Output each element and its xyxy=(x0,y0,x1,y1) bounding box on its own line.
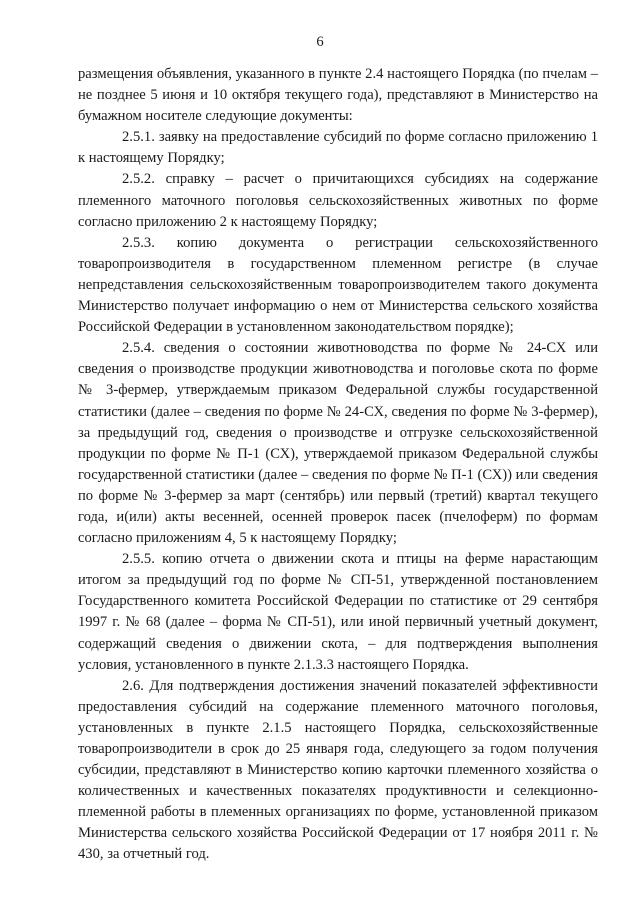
paragraph-2-5-2: 2.5.2. справку – расчет о причитающихся субсидиях на содержание племенного маточного поголовья сельскохозяйственных животных по форме согласно приложению 2 к настоящему Порядку; xyxy=(78,171,598,230)
paragraph-2-5-3: 2.5.3. копию документа о регистрации сельскохозяйственного товаропроизводителя в государственном племенном регистре (в случае непредставления сельскохозяйственным товаропроизводителем такого документа Министерство получает информацию о нем от Министерства сельского хозяйства Российской Федерации в установленном законодательством порядке); xyxy=(78,234,598,336)
page-number: 6 xyxy=(316,34,324,50)
paragraph-2-6: 2.6. Для подтверждения достижения значений показателей эффективности предоставления субсидий на содержание племенного маточного поголовья, установленных в пункте 2.1.5 настоящего Порядка, сельскохозяйственные товаропроизводители в срок до 25 января года, следующего за годом получения субсидии, представляют в Министерство копию карточки племенного хозяйства о количественных и качественных показателях продуктивности и селекционно-племенной работы в племенных организациях по форме, установленной приказом Министерства сельского хозяйства Российской Федерации от 17 ноября 2011 г. № 430, за отчетный год. xyxy=(78,677,598,863)
paragraph-2-5-1: 2.5.1. заявку на предоставление субсидий по форме согласно приложению 1 к настоящему Порядку; xyxy=(78,129,598,167)
paragraph-2-5-5: 2.5.5. копию отчета о движении скота и птицы на ферме нарастающим итогом за предыдущий год по форме № СП-51, утвержденной постановлением Государственного комитета Российской Федерации по статистике от 29 сентября 1997 г. № 68 (далее – форма № СП-51), или иной первичный учетный документ, содержащий сведения о движении скота, – для подтверждения выполнения условия, установленного в пункте 2.1.3.3 настоящего Порядка. xyxy=(78,551,598,673)
paragraph-2-5-4: 2.5.4. сведения о состоянии животноводства по форме № 24-СХ или сведения о производстве продукции животноводства и поголовье скота по форме № 3-фермер, утверждаемым приказом Федеральной службы государственной статистики (далее – сведения по форме № 24-СХ, сведения по форме № 3-фермер), за предыдущий год, сведения о производстве и отгрузке сельскохозяйственной продукции по форме № П-1 (СХ), утверждаемой приказом Федеральной службы государственной статистики (далее – сведения по форме № П-1 (СХ)) или сведения по форме № 3-фермер за март (сентябрь) или первый (третий) квартал текущего года, и(или) акты весенней, осенней проверок пасек (пчелоферм) по формам согласно приложениям 4, 5 к настоящему Порядку; xyxy=(78,340,598,547)
paragraph-continuation: размещения объявления, указанного в пункте 2.4 настоящего Порядка (по пчелам – не позднее 5 июня и 10 октября текущего года), представляют в Министерство на бумажном носителе следующие документы: xyxy=(78,66,598,125)
document-body xyxy=(78,64,598,866)
